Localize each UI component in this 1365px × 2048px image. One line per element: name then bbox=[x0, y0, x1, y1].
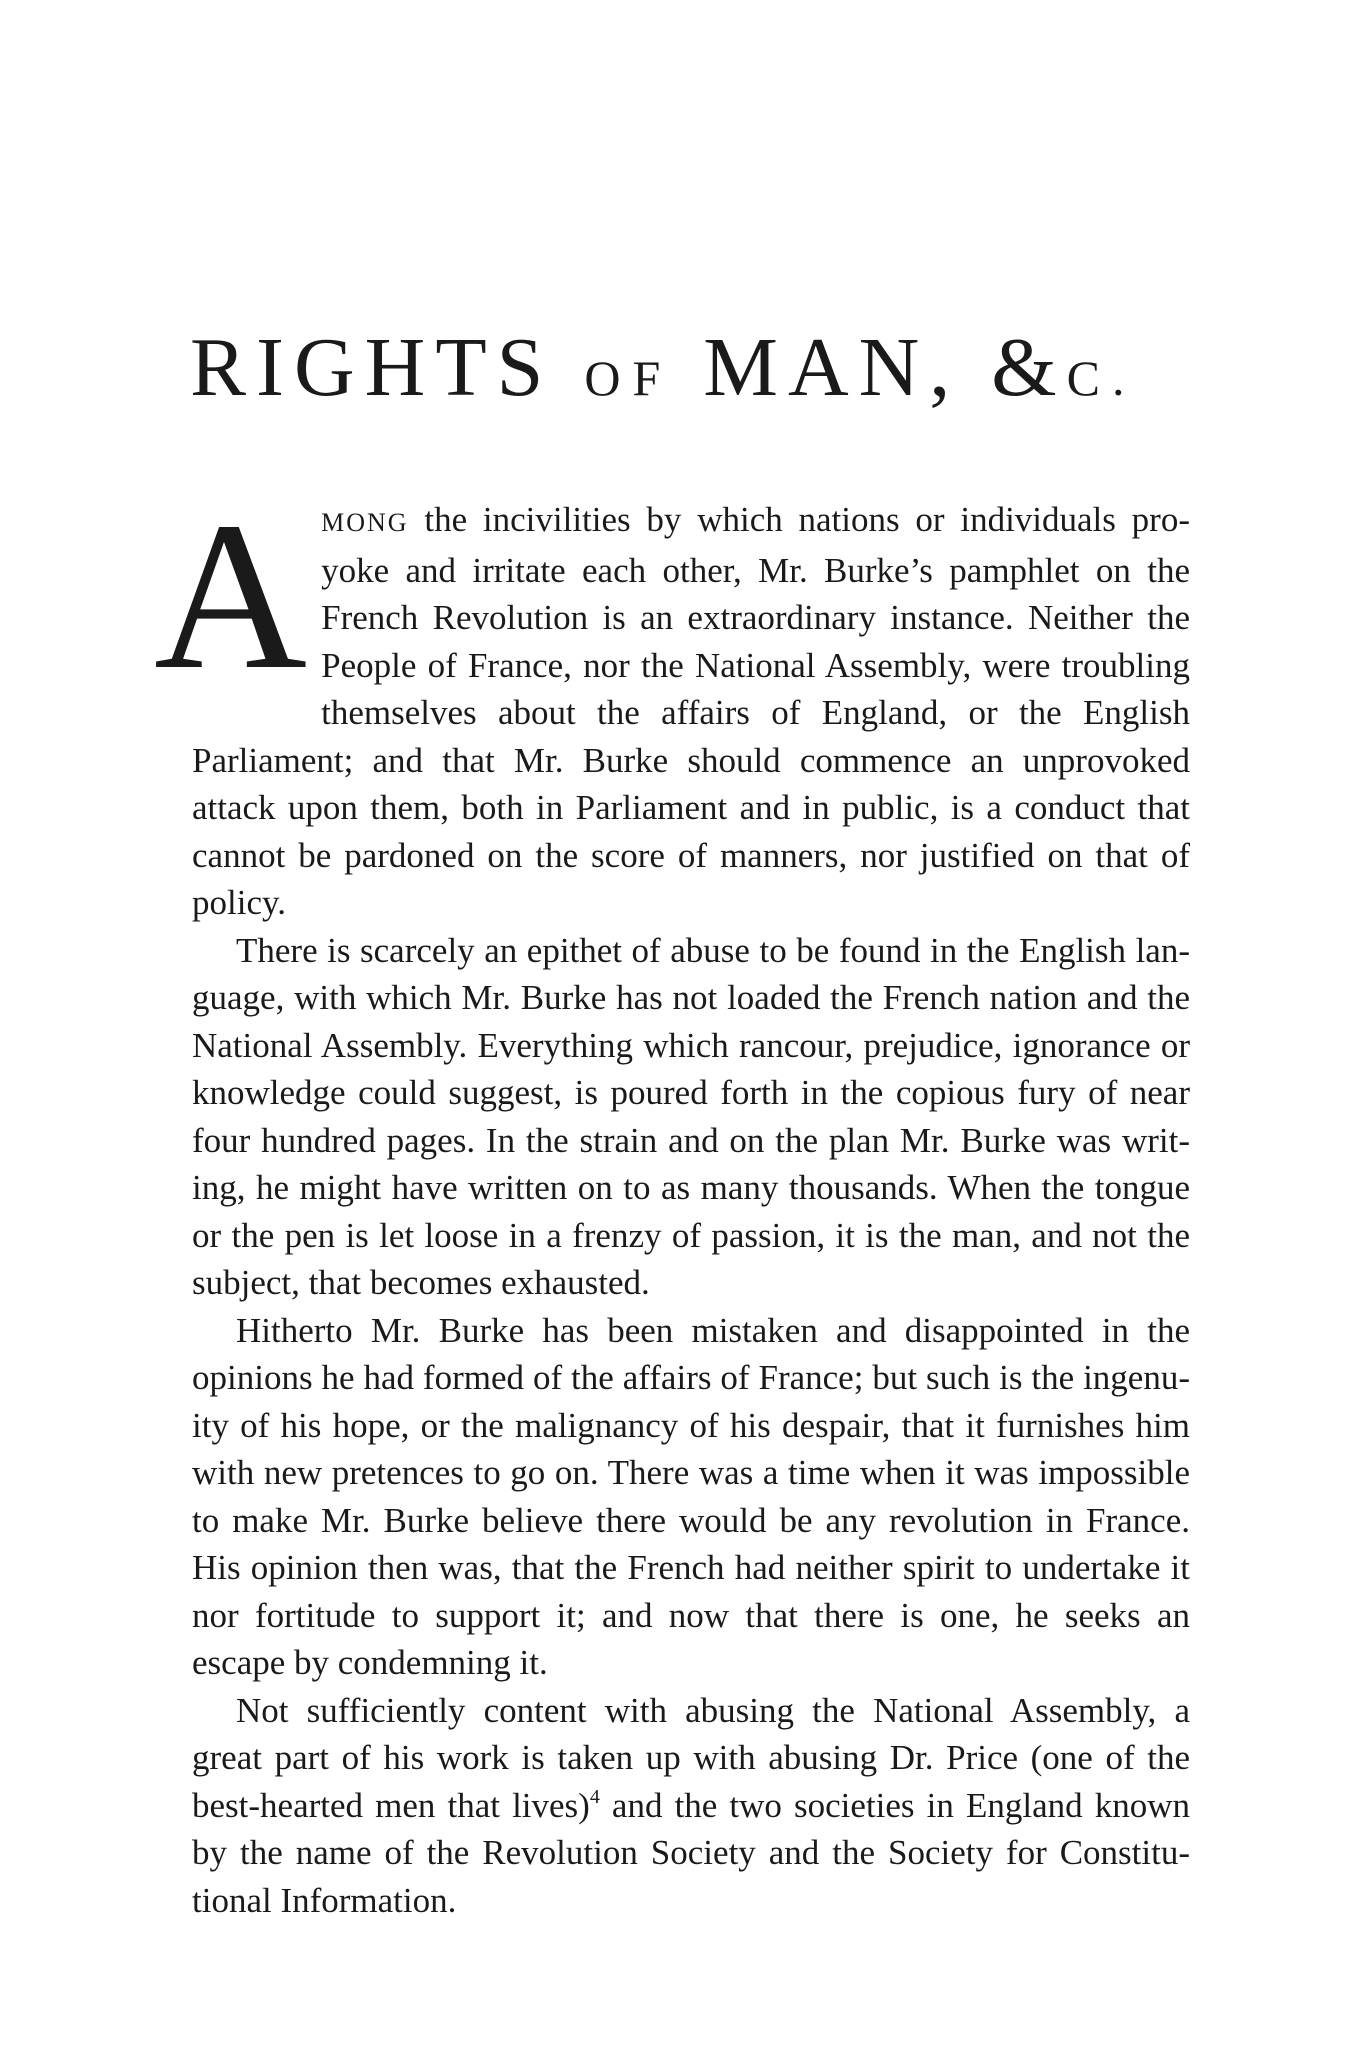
paragraph-4 bbox=[192, 1687, 1190, 1925]
title-man-word: MAN, & bbox=[672, 321, 1067, 414]
footnote-reference[interactable]: 4 bbox=[589, 1785, 600, 1808]
paragraph-3: Hitherto Mr. Burke has been mistaken and disappointed in the opinions he had formed of the affairs of France; but such is the ingenuity of his hope, or the malignancy of his despair, that it furnishes him with new pretences to go on. There was a time when it was impossible to make Mr. Burke believe there would be any revolution in France. His opinion then was, that the French had neither spirit to undertake it nor fortitude to support it; and now that there is one, he seeks an escape by condemning it. bbox=[192, 1310, 1190, 1682]
body-text bbox=[154, 478, 1190, 1924]
paragraph-2: There is scarcely an epithet of abuse to be found in the English language, with which Mr. Burke has not loaded the French nation and the National Assembly. Everything which rancour, prejudice, ignorance or knowledge could suggest, is poured forth in the copious fury of near four hundred pages. In the strain and on the plan Mr. Burke was writing, he might have written on to as many thousands. When the tongue or the pen is let loose in a frenzy of passion, it is the man, and not the subject, that becomes exhausted. bbox=[192, 930, 1190, 1302]
title-of-word: OF bbox=[584, 350, 673, 406]
title-etc-suffix: C. bbox=[1066, 350, 1137, 406]
opening-small-caps: MONG bbox=[321, 508, 409, 537]
chapter-title bbox=[190, 318, 1190, 428]
paragraph-1-text: the incivilities by which nations or individuals proyoke and irritate each other, Mr. Burke’s pamphlet on the French Revolution is an extraordinary instance. Neither the People of France, nor the National Assembly, were troubling themselves about the affairs of England, or the English Parliament; and that Mr. Burke should commence an unprovoked attack upon them, both in Parliament and in public, is a conduct that cannot be pardoned on the score of manners, nor justified on that of policy. bbox=[192, 500, 1190, 922]
paragraph-1 bbox=[154, 478, 1190, 927]
paragraph-4-text-before: Not sufficiently content with abusing the National Assembly, a great part of his work is taken up with abusing Dr. Price (one of the best-hearted men that lives) bbox=[192, 1690, 1190, 1825]
paragraph-4-text-after: and the two societies in England known by the name of the Revolution Society and the Society for Constitutional Information. bbox=[192, 1785, 1190, 1920]
title-rights-word: RIGHTS bbox=[190, 321, 585, 414]
drop-cap: A bbox=[154, 478, 308, 713]
